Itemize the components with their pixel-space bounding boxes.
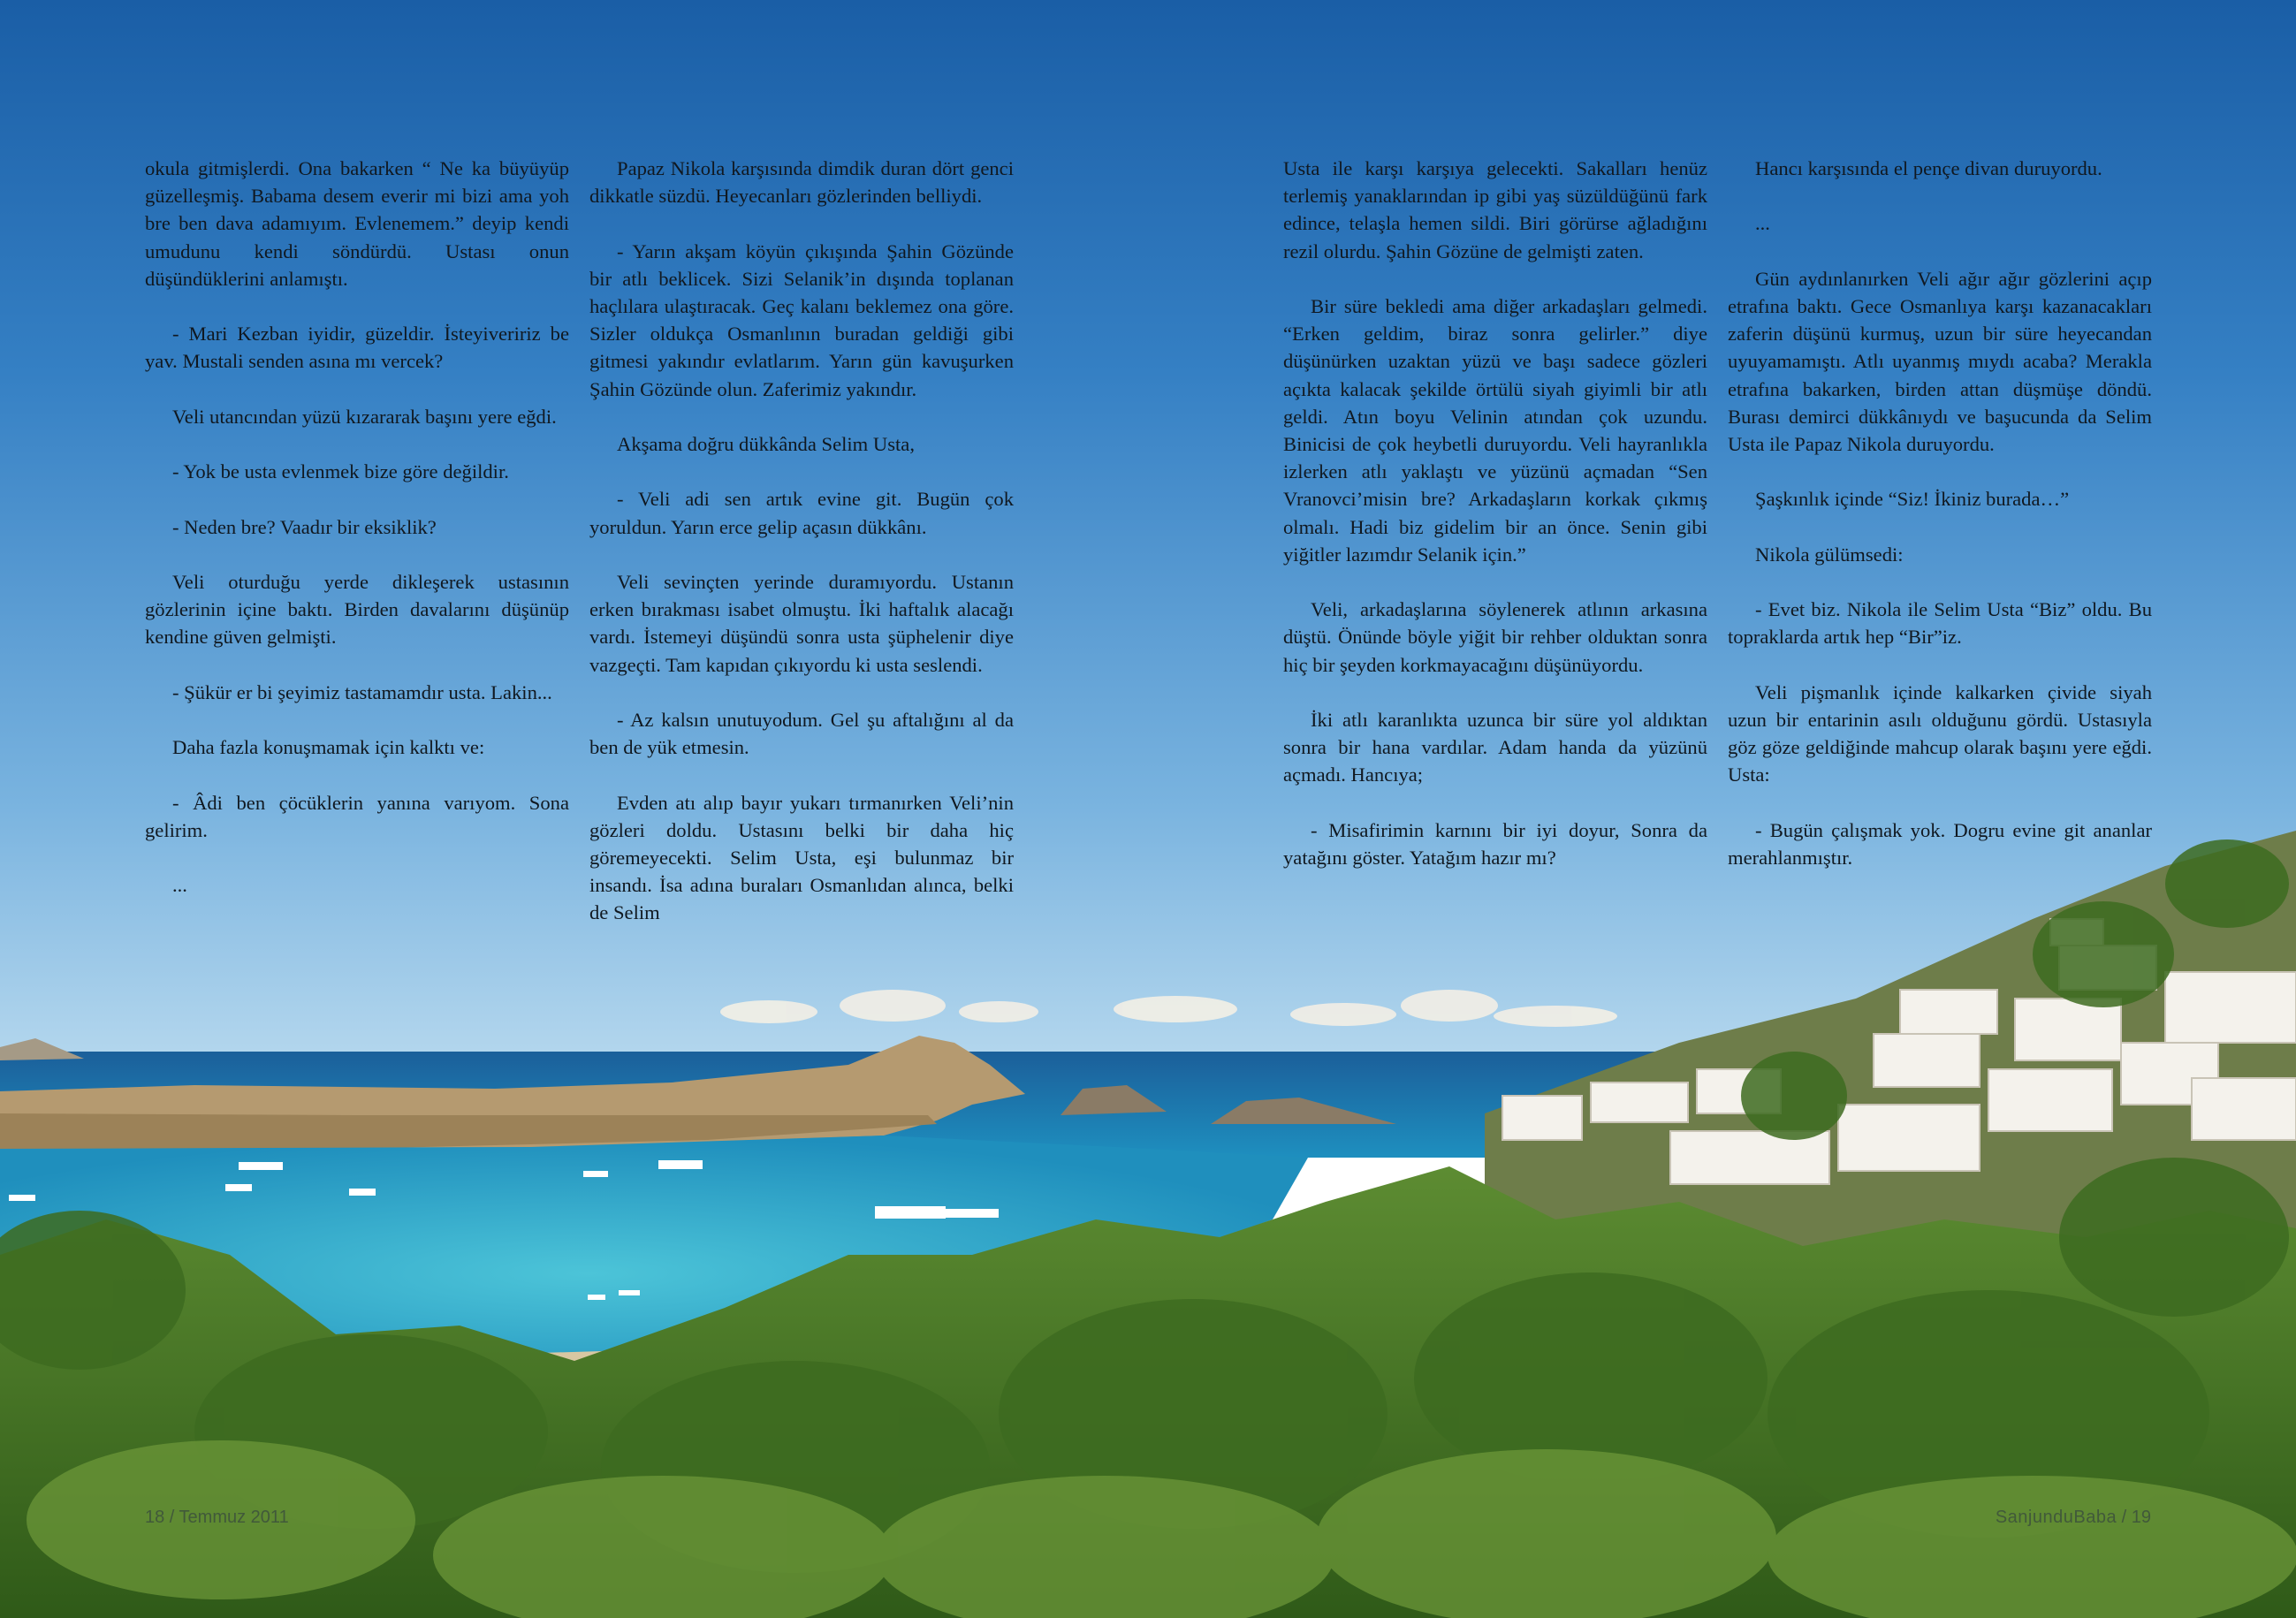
- paragraph: - Yarın akşam köyün çıkışında Şahin Gözünde bir atlı beklicek. Sizi Selanik’in dışında toplanan haçlılara ulaştıracak. Geç kalanı beklemez ona göre. Sizler oldukça Osmanlının buradan geldiği gibi gitmesi yakındır evlatlarım. Yarın gün kavuşurken Şahin Gözünde olun. Zaferimiz yakındır.: [589, 239, 1014, 400]
- text-column-3: [1283, 155, 1707, 871]
- paragraph: Daha fazla konuşmamak için kalktı ve:: [172, 736, 485, 759]
- page-footer-right: [1996, 1508, 2151, 1528]
- footer-issue-date: 18 / Temmuz 2011: [145, 1508, 289, 1527]
- paragraph: Hancı karşısında el pençe divan duruyordu.: [1755, 157, 2102, 179]
- paragraph: Veli sevinçten yerinde duramıyordu. Ustanın erken bırakması isabet olmuştu. İki haftalık alacağı vardı. İstemeyi düşündü sonra usta şüphelenir diye vazgeçti. Tam kapıdan çıkıyordu ki usta seslendi.: [589, 570, 1014, 676]
- paragraph: - Neden bre? Vaadır bir eksiklik?: [172, 515, 437, 538]
- magazine-brand: SanjunduBaba: [1995, 1508, 2117, 1527]
- paragraph: Akşama doğru dükkânda Selim Usta,: [617, 433, 915, 455]
- paragraph: - Az kalsın unutuyodum. Gel şu aftalığını al da ben de yük etmesin.: [589, 708, 1014, 759]
- paragraph: Evden atı alıp bayır yukarı tırmanırken Veli’nin gözleri doldu. Ustasını belki bir daha hiç göremeyecekti. Selim Usta, eşi bulunmaz bir insandı. İsa adına buraları Osmanlıdan alınca, belki de Selim: [589, 791, 1014, 924]
- paragraph: Veli utancından yüzü kızararak başını yere eğdi.: [172, 405, 557, 428]
- text-column-1: [145, 155, 569, 899]
- paragraph: Gün aydınlanırken Veli ağır ağır gözlerini açıp etrafına baktı. Gece Osmanlıya karşı kazanacakları zaferin düşünü kurmuş, uzun bir süre heyecandan uyuyamamıştı. Atlı uyanmış mıydı acaba? Merakla etrafına bakarken, birden attan düşmüşe döndü. Burası demirci dükkânıydı ve başucunda da Selim Usta ile Papaz Nikola duruyordu.: [1728, 267, 2152, 455]
- text-column-2: [589, 155, 1014, 927]
- paragraph: okula gitmişlerdi. Ona bakarken “ Ne ka büyüyüp güzelleşmiş. Babama desem everir mi bizi ama yoh bre ben dava adamıyım. Evlenemem.” deyip kendi umudunu kendi söndürdü. Ustası onun düşündüklerini anlamıştı.: [145, 157, 569, 290]
- paragraph: Veli, arkadaşlarına söylenerek atlının arkasına düştü. Önünde böyle yiğit bir rehber olduktan sonra hiç bir şeyden korkmayacağını düşünüyordu.: [1283, 598, 1707, 676]
- paragraph: Nikola gülümsedi:: [1755, 543, 1904, 566]
- paragraph: - Veli adi sen artık evine git. Bugün çok yoruldun. Yarın erce gelip açasın dükkânı.: [589, 488, 1014, 538]
- paragraph: - Âdi ben çöcüklerin yanına varıyom. Sona gelirim.: [145, 791, 569, 841]
- paragraph: - Yok be usta evlenmek bize göre değildir.: [172, 460, 509, 483]
- paragraph: ...: [1755, 212, 1770, 235]
- paragraph: - Evet biz. Nikola ile Selim Usta “Biz” oldu. Bu topraklarda artık hep “Bir”iz.: [1728, 598, 2152, 649]
- paragraph: Papaz Nikola karşısında dimdik duran dört genci dikkatle süzdü. Heyecanları gözlerinden belliydi.: [589, 157, 1014, 208]
- paragraph: - Bugün çalışmak yok. Dogru evine git ananlar merahlanmıştır.: [1728, 818, 2152, 869]
- paragraph: Şaşkınlık içinde “Siz! İkiniz burada…”: [1755, 488, 2070, 511]
- page-number: / 19: [2121, 1508, 2151, 1527]
- page-footer-left: [145, 1508, 289, 1528]
- paragraph: - Misafirimin karnını bir iyi doyur, Sonra da yatağını göster. Yatağım hazır mı?: [1283, 818, 1707, 870]
- paragraph: - Mari Kezban iyidir, güzeldir. İsteyiveririz be yav. Mustali senden asına mı vercek?: [145, 323, 569, 373]
- text-column-4: [1728, 155, 2152, 871]
- paragraph: - Şükür er bi şeyimiz tastamamdır usta. Lakin...: [172, 680, 552, 703]
- paragraph: Veli pişmanlık içinde kalkarken çivide siyah uzun bir entarinin asılı olduğunu gördü. Ustasıyla göz göze geldiğinde mahcup olarak başını yere eğdi. Usta:: [1728, 680, 2152, 786]
- paragraph: ...: [172, 874, 187, 897]
- paragraph: Veli oturduğu yerde dikleşerek ustasının gözlerinin içine baktı. Birden davalarını düşünüp kendine güven gelmişti.: [145, 570, 569, 649]
- paragraph: Usta ile karşı karşıya gelecekti. Sakalları henüz terlemiş yanaklarından ip gibi yaş süzüldüğünü fark edince, telaşla hemen sildi. Biri görürse ağladığını rezil olurdu. Şahin Gözüne de gelmişti zaten.: [1283, 157, 1707, 262]
- paragraph: Bir süre bekledi ama diğer arkadaşları gelmedi. “Erken geldim, biraz sonra gelirler.” diye düşünürken uzaktan yüzü ve başı sadece gözleri açıkta kalacak şekilde örtülü siyah giyimli bir atlı geldi. Atın boyu Velinin atından çok uzundu. Binicisi de çok heybetli duruyordu. Veli hayranlıkla izlerken atlı yaklaştı ve yüzünü açmadan “Sen Vranovci’misin bre? Arkadaşların korkak çıkmış olmalı. Hadi biz gidelim bir an önce. Senin gibi yiğitler lazımdır Selanik için.”: [1283, 295, 1707, 566]
- paragraph: İki atlı karanlıkta uzunca bir süre yol aldıktan sonra bir hana vardılar. Adam handa da yüzünü açmadı. Hancıya;: [1283, 709, 1707, 786]
